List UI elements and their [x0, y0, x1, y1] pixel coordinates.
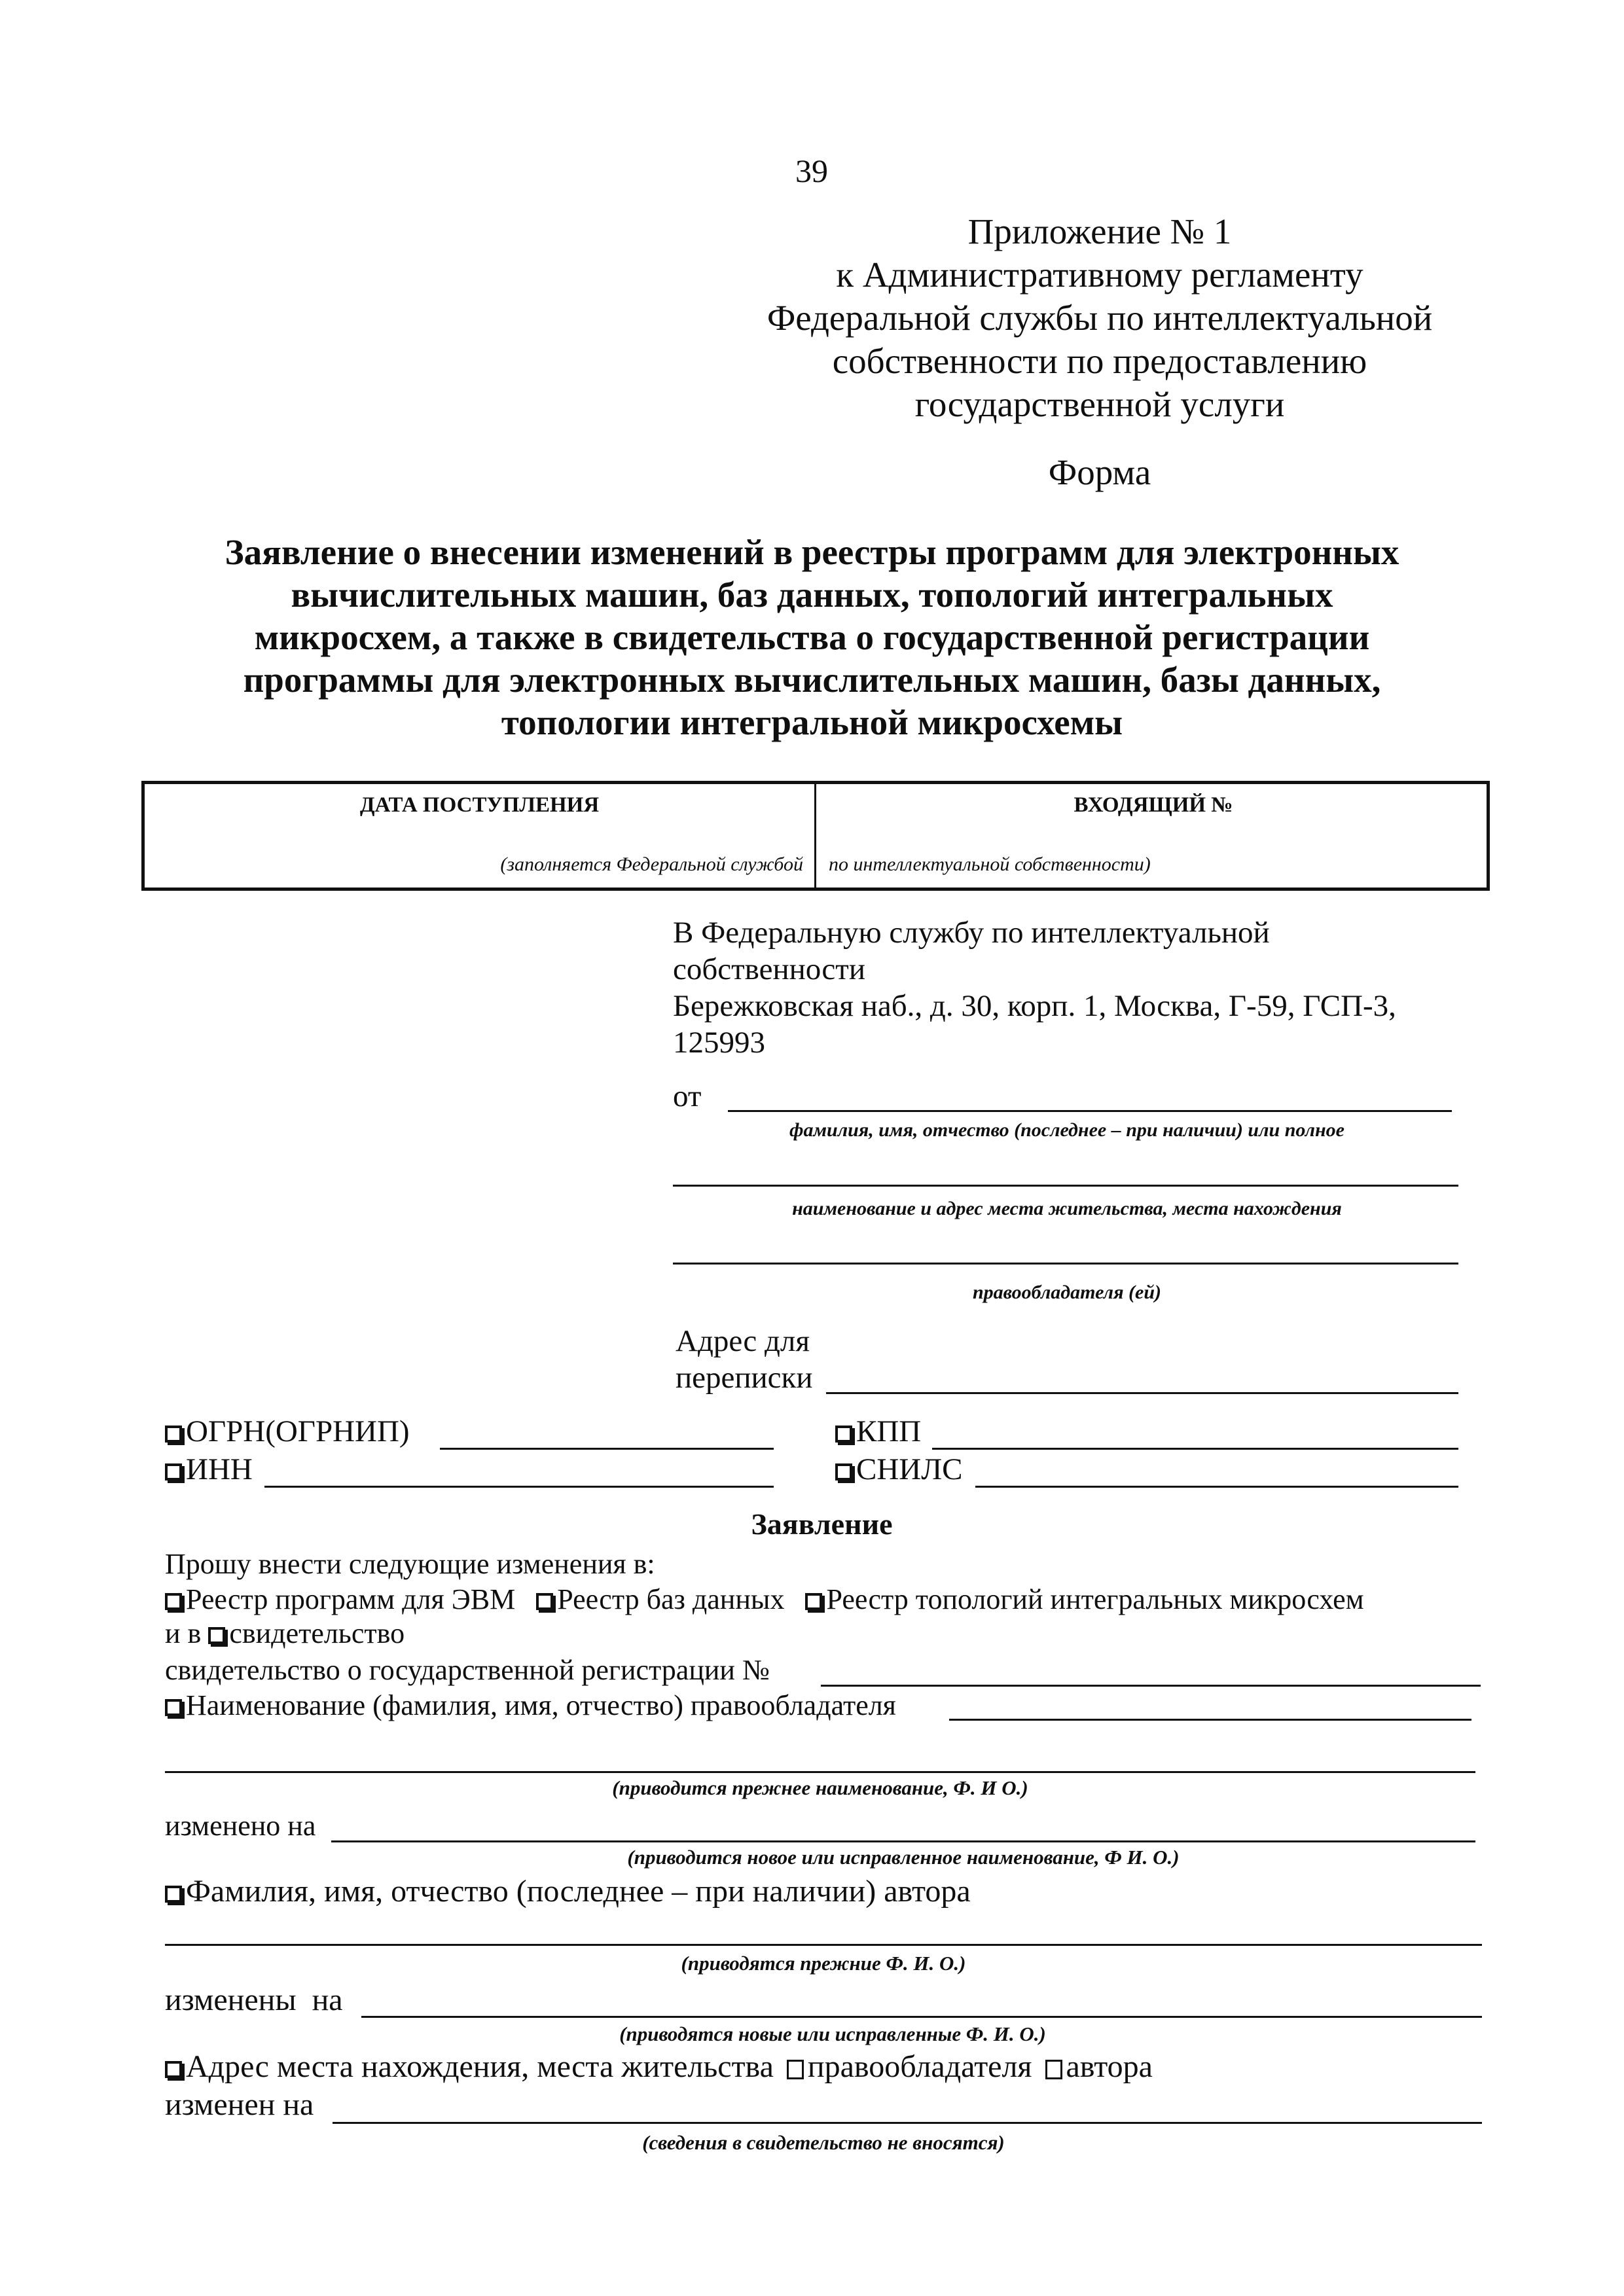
from-label: от: [673, 1079, 702, 1113]
address-change-label: Адрес места нахождения, места жительства: [186, 2049, 774, 2084]
ogrn-row: [165, 1414, 410, 1449]
addressee-line-3: Бережковская наб., д. 30, корп. 1, Москва, Г-59, ГСП-3,: [673, 989, 1396, 1023]
applicant-address-field[interactable]: [673, 1263, 1458, 1265]
holder-name-field[interactable]: [949, 1719, 1471, 1721]
title-line-1: Заявление о внесении изменений в реестры программ для электронных: [225, 532, 1399, 572]
addressee-line-1: В Федеральную службу по интеллектуальной: [673, 916, 1270, 950]
receipt-note-left: (заполняется Федеральной службой: [500, 853, 803, 875]
address-change-row: [165, 2049, 1153, 2085]
new-name-caption: (приводится новое или исправленное наименование, Ф И. О.): [627, 1846, 1180, 1869]
request-text: Прошу внести следующие изменения в:: [165, 1548, 655, 1580]
correspondence-address-label-1: Адрес для: [676, 1324, 810, 1358]
header-line-3: Федеральной службы по интеллектуальной: [767, 298, 1433, 338]
receipt-box: [141, 781, 1490, 891]
addressee-line-4: 125993: [673, 1026, 765, 1060]
title-line-5: топологии интегральной микросхемы: [501, 702, 1123, 742]
correspondence-address-label-2: переписки: [676, 1361, 813, 1395]
page-number: 39: [795, 152, 828, 189]
holder-name-row: [165, 1689, 896, 1722]
holder-name-checkbox[interactable]: [165, 1699, 182, 1716]
date-received-label: ДАТА ПОСТУПЛЕНИЯ: [359, 793, 600, 817]
author-name-row: [165, 1873, 971, 1909]
kpp-label: КПП: [856, 1414, 922, 1448]
ogrn-field[interactable]: [440, 1448, 774, 1450]
statement-heading: Заявление: [751, 1507, 893, 1541]
author-name-checkbox[interactable]: [165, 1886, 182, 1903]
applicant-caption-1: фамилия, имя, отчество (последнее – при наличии) или полное: [789, 1119, 1344, 1141]
kpp-row: [835, 1414, 921, 1449]
new-fio-field[interactable]: [361, 2016, 1482, 2018]
inn-field[interactable]: [264, 1486, 774, 1488]
new-address-field[interactable]: [333, 2122, 1482, 2124]
title-line-3: микросхем, а также в свидетельства о государственной регистрации: [254, 617, 1370, 657]
correspondence-address-field[interactable]: [826, 1392, 1458, 1394]
cert-number-field[interactable]: [821, 1685, 1481, 1687]
certificate-row: [165, 1617, 405, 1650]
kpp-checkbox[interactable]: [835, 1426, 852, 1443]
applicant-caption-2: наименование и адрес места жительства, места нахождения: [792, 1198, 1342, 1219]
changed-to-label: изменено на: [165, 1810, 316, 1842]
inn-checkbox[interactable]: [165, 1463, 182, 1480]
author-name-label: Фамилия, имя, отчество (последнее – при наличии) автора: [186, 1874, 971, 1909]
applicant-name-field[interactable]: [728, 1110, 1452, 1112]
ogrn-label: ОГРН(ОГРНИП): [186, 1414, 410, 1448]
inn-label: ИНН: [186, 1452, 253, 1486]
snils-row: [835, 1452, 962, 1487]
registry-topology-label: Реестр топологий интегральных микросхем: [826, 1583, 1364, 1615]
registry-row: [165, 1583, 1364, 1616]
cert-number-label: свидетельство о государственной регистрации №: [165, 1654, 770, 1686]
certificate-checkbox[interactable]: [208, 1627, 225, 1644]
and-in-label: и в: [165, 1617, 202, 1649]
registry-db-label: Реестр баз данных: [557, 1583, 785, 1615]
registry-topology-checkbox[interactable]: [805, 1593, 822, 1610]
kpp-field[interactable]: [932, 1448, 1458, 1450]
applicant-name-field-2[interactable]: [673, 1185, 1458, 1187]
registry-programs-label: Реестр программ для ЭВМ: [186, 1583, 516, 1615]
author-label: автора: [1066, 2049, 1153, 2084]
snils-label: СНИЛС: [856, 1452, 963, 1486]
receipt-note-right: по интеллектуальной собственности): [829, 853, 1151, 875]
prev-fio-field[interactable]: [165, 1944, 1482, 1946]
holder-checkbox[interactable]: [787, 2060, 804, 2079]
author-checkbox[interactable]: [1045, 2060, 1062, 2079]
header-line-2: к Административному регламенту: [836, 255, 1363, 295]
snils-field[interactable]: [975, 1486, 1458, 1488]
registry-db-checkbox[interactable]: [536, 1593, 553, 1610]
changed-to-pl-label: изменены на: [165, 1982, 343, 2017]
header-line-1: Приложение № 1: [967, 211, 1232, 251]
changed-to2-label: изменен на: [165, 2087, 314, 2122]
applicant-caption-3: правообладателя (ей): [972, 1282, 1162, 1303]
holder-label: правообладателя: [807, 2049, 1032, 2084]
registry-programs-checkbox[interactable]: [165, 1593, 182, 1610]
prev-fio-caption: (приводятся прежние Ф. И. О.): [681, 1952, 966, 1975]
certificate-label: свидетельство: [229, 1617, 405, 1649]
header-line-4: собственности по предоставлению: [832, 341, 1367, 381]
header-line-5: государственной услуги: [914, 384, 1285, 424]
new-name-field[interactable]: [331, 1840, 1475, 1842]
addressee-line-2: собственности: [673, 952, 865, 986]
prev-name-field[interactable]: [165, 1771, 1475, 1773]
inn-row: [165, 1452, 253, 1487]
not-entered-caption: (сведения в свидетельство не вносятся): [642, 2131, 1005, 2154]
incoming-number-label: ВХОДЯЩИЙ №: [1074, 793, 1233, 817]
new-fio-caption: (приводятся новые или исправленные Ф. И. О.): [619, 2022, 1046, 2045]
snils-checkbox[interactable]: [835, 1463, 852, 1480]
ogrn-checkbox[interactable]: [165, 1426, 182, 1443]
title-line-2: вычислительных машин, баз данных, топологий интегральных: [291, 575, 1333, 615]
holder-name-label: Наименование (фамилия, имя, отчество) правообладателя: [186, 1689, 896, 1721]
prev-name-caption: (приводится прежнее наименование, Ф. И О.): [612, 1776, 1028, 1799]
form-label: Форма: [1048, 452, 1151, 492]
address-change-checkbox[interactable]: [165, 2061, 182, 2078]
title-line-4: программы для электронных вычислительных машин, базы данных,: [243, 660, 1381, 700]
